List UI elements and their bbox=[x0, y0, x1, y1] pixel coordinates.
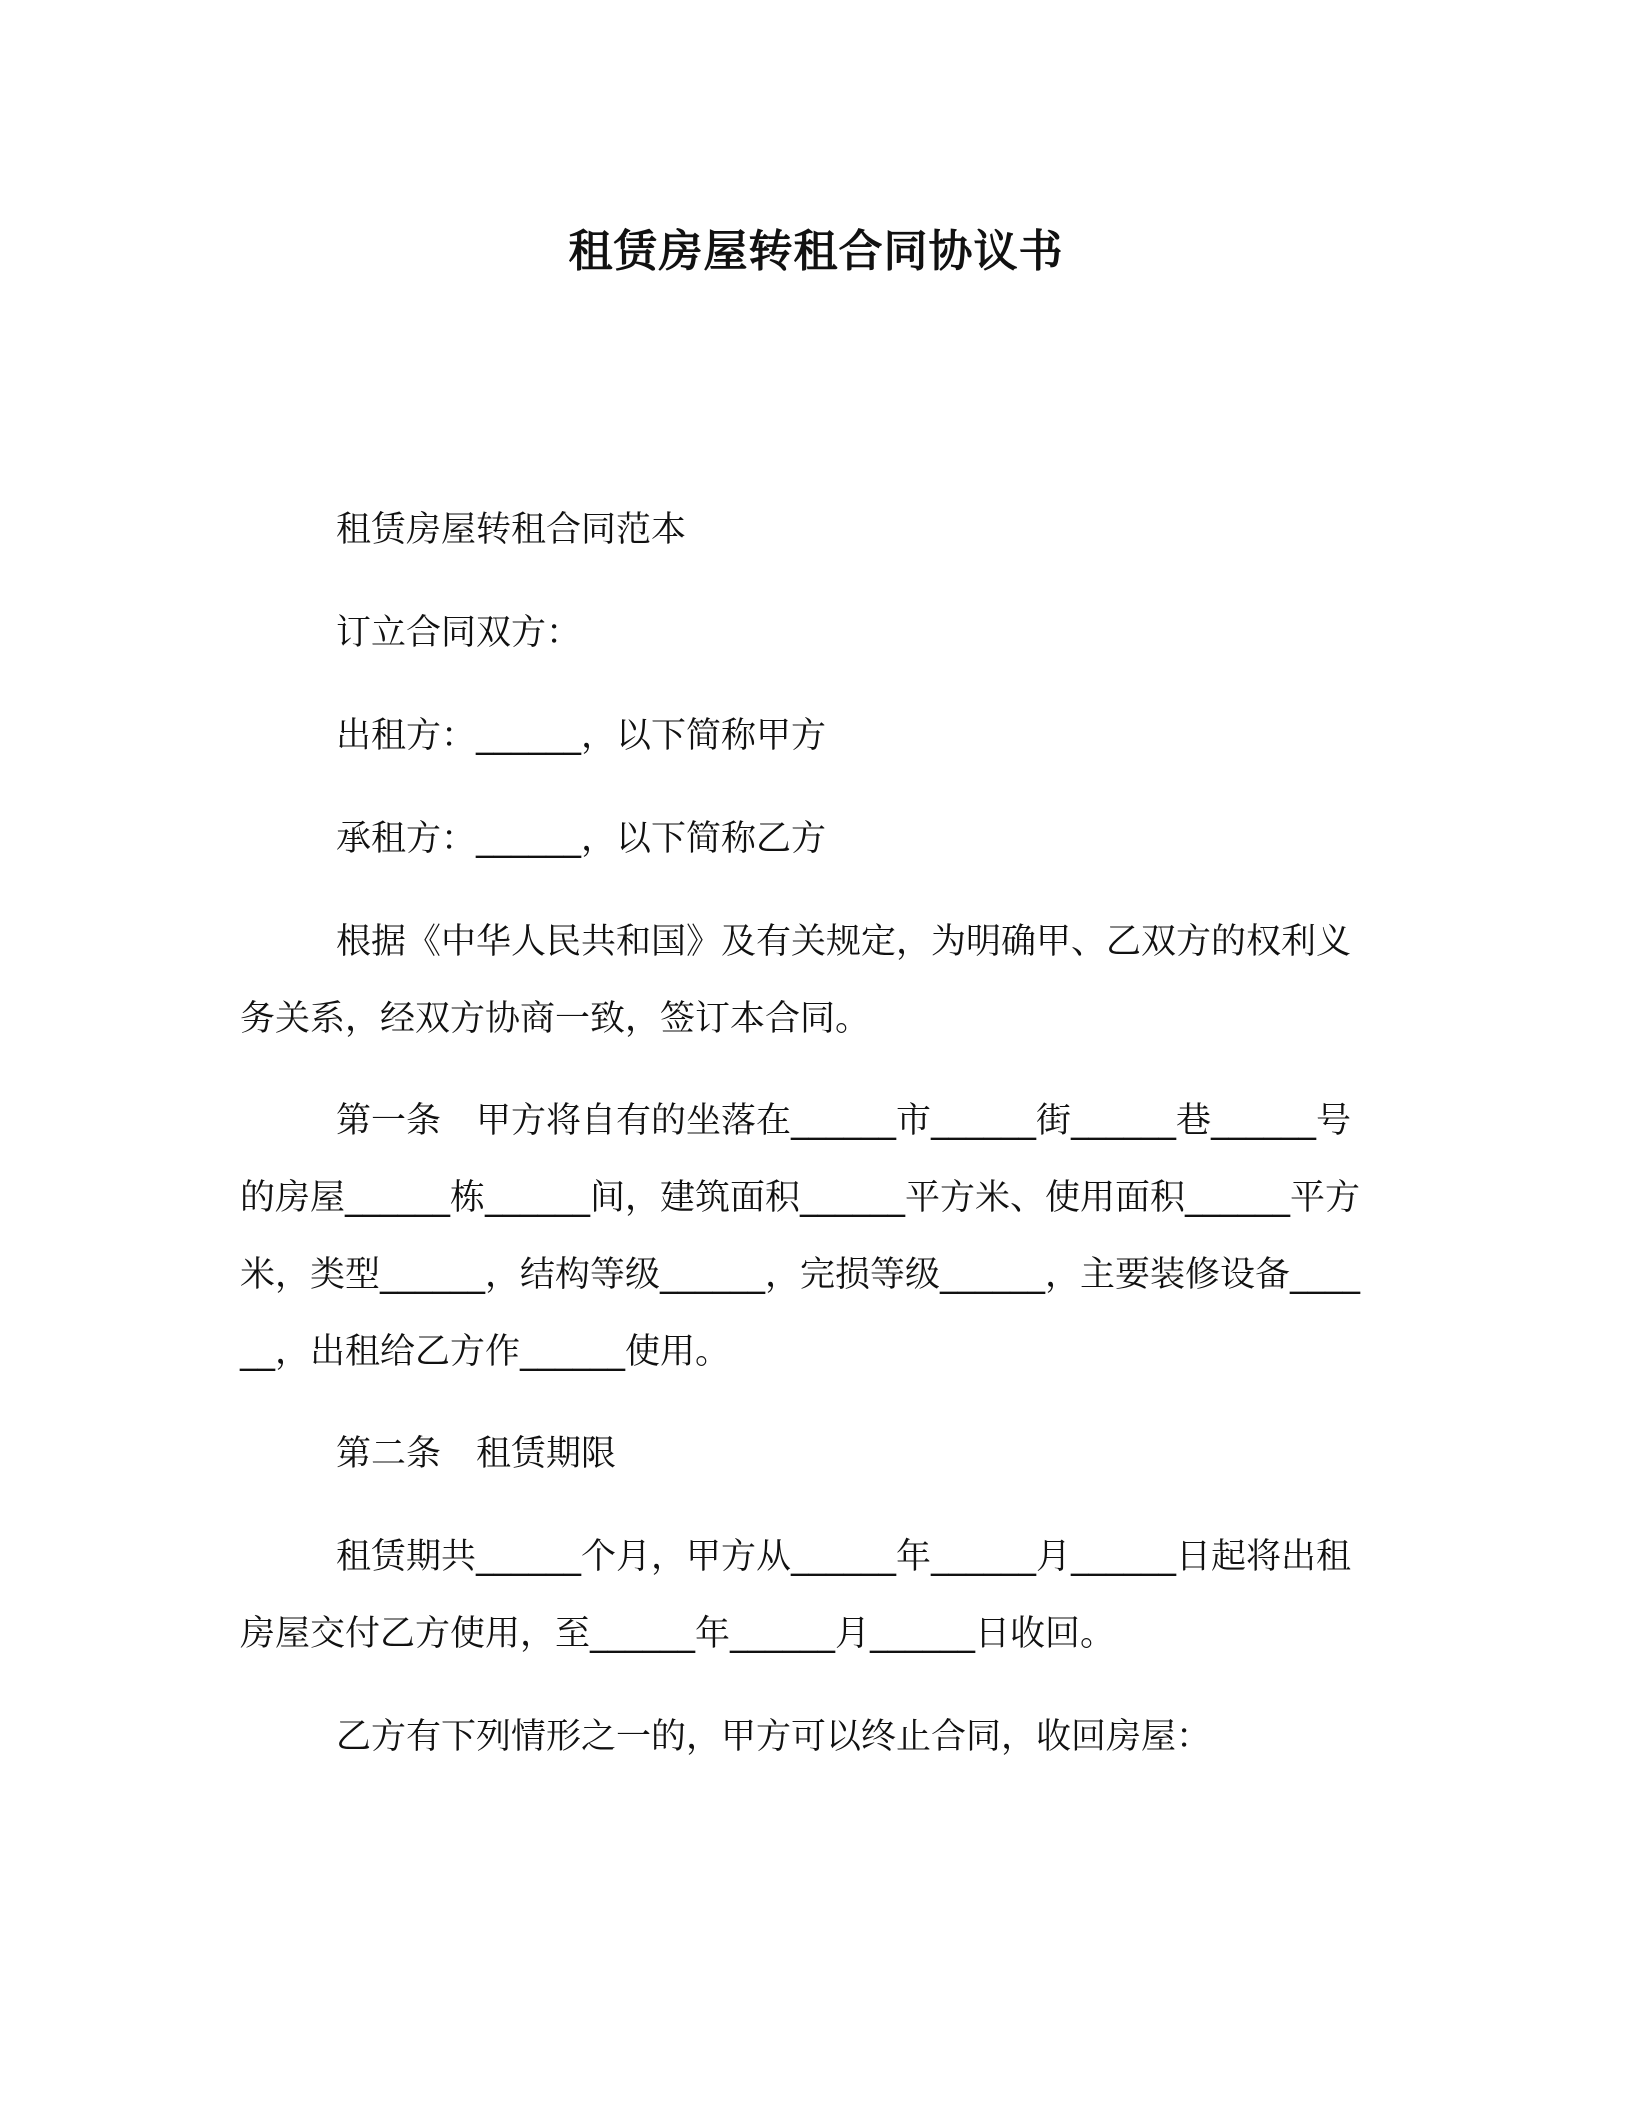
paragraph-lessee: 承租方：______，以下简称乙方 bbox=[336, 819, 827, 859]
paragraph-legal-basis: 根据《中华人民共和国》及有关规定，为明确甲、乙双方的权利义务关系，经双方协商一致，签订本合同。 bbox=[240, 922, 1352, 1039]
paragraph-article-1: 第一条 甲方将自有的坐落在______市______街______巷______号的房屋______栋______间，建筑面积______平方米、使用面积______平方米，类型______，结构等级______，完损等级______，主要装修设备______，出租给乙方作______使用。 bbox=[240, 1101, 1361, 1372]
paragraph-lessor: 出租方：______，以下简称甲方 bbox=[336, 716, 827, 756]
paragraph-lease-term: 租赁期共______个月，甲方从______年______月______日起将出租房屋交付乙方使用，至______年______月______日收回。 bbox=[240, 1537, 1352, 1654]
paragraph-template-name: 租赁房屋转租合同范本 bbox=[336, 510, 687, 550]
document-title: 租赁房屋转租合同协议书 bbox=[568, 226, 1064, 277]
paragraph-termination-conditions: 乙方有下列情形之一的，甲方可以终止合同，收回房屋： bbox=[336, 1717, 1212, 1757]
paragraph-parties-heading: 订立合同双方： bbox=[336, 613, 582, 653]
paragraph-article-2-heading: 第二条 租赁期限 bbox=[336, 1434, 617, 1474]
